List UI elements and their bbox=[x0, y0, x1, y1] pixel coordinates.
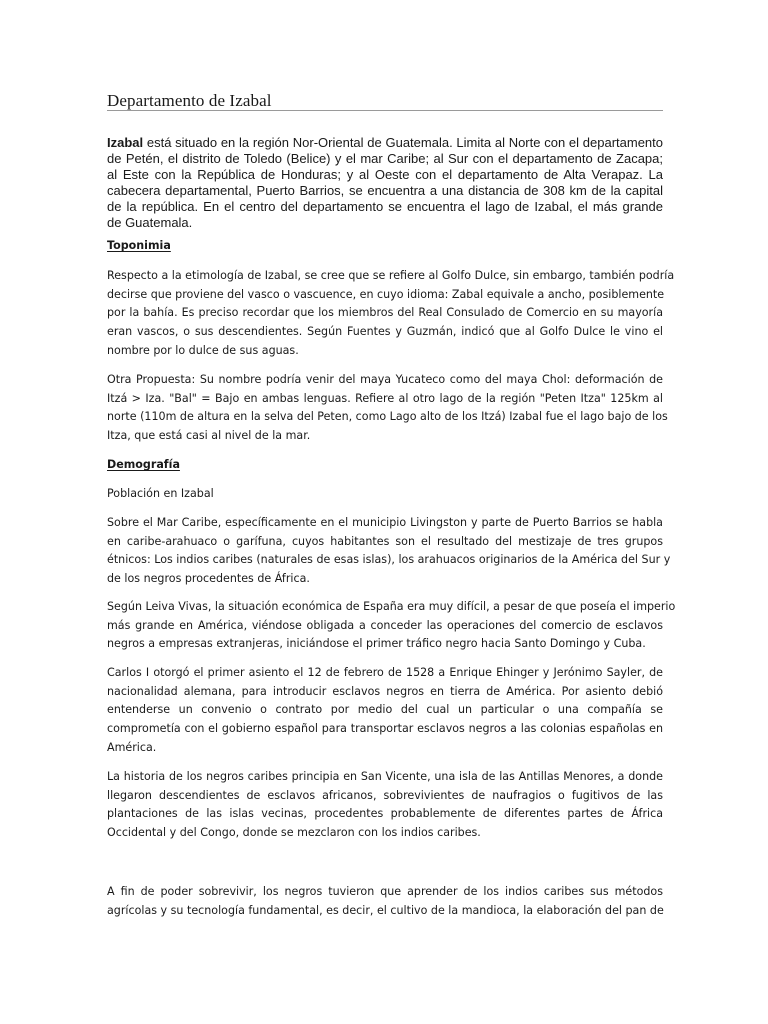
intro-lead: Izabal bbox=[107, 135, 144, 150]
text-line: por la bahía. Es preciso recordar que los miembros del Real Consulado de Comercio en su mayoría bbox=[107, 306, 663, 320]
text-line: agrícolas y su tecnología fundamental, es decir, el cultivo de la mandioca, la elaboración del pan de bbox=[107, 903, 664, 917]
text-line: A fin de poder sobrevivir, los negros tuvieron que aprender de los indios caribes sus métodos bbox=[107, 885, 663, 898]
text-line: decirse que proviene del vasco o vascuence, en cuyo idioma: Zabal equivale a ancho, posiblemente bbox=[107, 287, 665, 301]
text-line: La historia de los negros caribes principia en San Vicente, una isla de las Antillas Menores, a donde bbox=[107, 770, 663, 783]
text-line: comprometía con el gobierno español para transportar esclavos negros a las colonias españolas en bbox=[107, 722, 663, 736]
text-line: llegaron descendientes de esclavos africanos, sobrevivientes de naufragios o fugitivos de las bbox=[107, 788, 663, 802]
intro-line: de Guatemala. bbox=[107, 215, 193, 230]
section-heading-demografia: Demografía bbox=[107, 458, 180, 471]
text-line: plantaciones de las islas vecinas, procedentes probablemente de diferentes partes de África bbox=[107, 807, 663, 821]
intro-paragraph bbox=[107, 135, 663, 231]
text-line: Sobre el Mar Caribe, específicamente en el municipio Livingston y parte de Puerto Barrios se habla bbox=[107, 516, 663, 529]
demografia-paragraph-1 bbox=[107, 514, 671, 589]
text-line: en caribe-arahuaco o garífuna, cuyos habitantes son el resultado del mestizaje de tres grupos bbox=[107, 534, 663, 548]
demografia-paragraph-5 bbox=[107, 883, 663, 920]
demografia-paragraph-4 bbox=[107, 768, 663, 843]
intro-line: de la república. En el centro del departamento se encuentra el lago de Izabal, el más grande bbox=[107, 199, 663, 214]
toponimia-paragraph-1 bbox=[107, 267, 675, 360]
text-line: nacionalidad alemana, para introducir esclavos negros en tierra de América. Por asiento debió bbox=[107, 684, 663, 698]
intro-line: cabecera departamental, Puerto Barrios, se encuentra a una distancia de 308 km de la capital bbox=[107, 183, 663, 198]
section-heading-toponimia: Toponimia bbox=[107, 239, 171, 252]
intro-line bbox=[107, 135, 663, 151]
demografia-paragraph-3 bbox=[107, 664, 663, 757]
toponimia-paragraph-2 bbox=[107, 371, 668, 446]
text-line: más grande en América, viéndose obligada a conceder las operaciones del comercio de esclavos bbox=[107, 618, 663, 632]
text-line: Según Leiva Vivas, la situación económica de España era muy difícil, a pesar de que poseía el imperio bbox=[107, 600, 676, 613]
subheading-poblacion: Población en Izabal bbox=[107, 487, 214, 500]
text-line: Respecto a la etimología de Izabal, se cree que se refiere al Golfo Dulce, sin embargo, también podría bbox=[107, 269, 675, 282]
title-divider bbox=[107, 110, 663, 111]
text-line: Occidental y del Congo, donde se mezclaron con los indios caribes. bbox=[107, 826, 481, 840]
text-line: América. bbox=[107, 740, 157, 754]
text-line: étnicos: Los indios caribes (naturales de esas islas), los arahuacos originarios de la América del Sur y bbox=[107, 553, 671, 567]
page-title: Departamento de Izabal bbox=[107, 91, 272, 110]
text-line: entenderse un convenio o contrato por medio del cual un particular o una compañía se bbox=[107, 703, 663, 717]
intro-line-rest: está situado en la región Nor-Oriental de Guatemala. Limita al Norte con el departamento bbox=[143, 135, 663, 150]
text-line: norte (110m de altura en la selva del Peten, como Lago alto de los Itzá) Izabal fue el lago bajo de los bbox=[107, 410, 668, 424]
text-line: nombre por lo dulce de sus aguas. bbox=[107, 343, 299, 357]
text-line: Carlos I otorgó el primer asiento el 12 de febrero de 1528 a Enrique Ehinger y Jerónimo Sayler, de bbox=[107, 666, 663, 679]
demografia-paragraph-2 bbox=[107, 598, 676, 654]
text-line: Itzá > Iza. "Bal" = Bajo en ambas lenguas. Refiere al otro lago de la región "Peten Itza" 125km al bbox=[107, 391, 663, 405]
text-line: de los negros procedentes de África. bbox=[107, 572, 310, 586]
text-line: eran vascos, o sus descendientes. Según Fuentes y Guzmán, indicó que al Golfo Dulce le vino el bbox=[107, 325, 663, 339]
intro-line: de Petén, el distrito de Toledo (Belice) y el mar Caribe; al Sur con el departamento de Zacapa; bbox=[107, 151, 663, 166]
intro-line: al Este con la República de Honduras; y al Oeste con el departamento de Alta Verapaz. La bbox=[107, 167, 663, 182]
text-line: Itza, que está casi al nivel de la mar. bbox=[107, 429, 311, 443]
text-line: Otra Propuesta: Su nombre podría venir del maya Yucateco como del maya Chol: deformación de bbox=[107, 373, 663, 386]
text-line: negros a empresas extranjeras, iniciándose el primer tráfico negro hacia Santo Domingo y Cuba. bbox=[107, 637, 646, 651]
